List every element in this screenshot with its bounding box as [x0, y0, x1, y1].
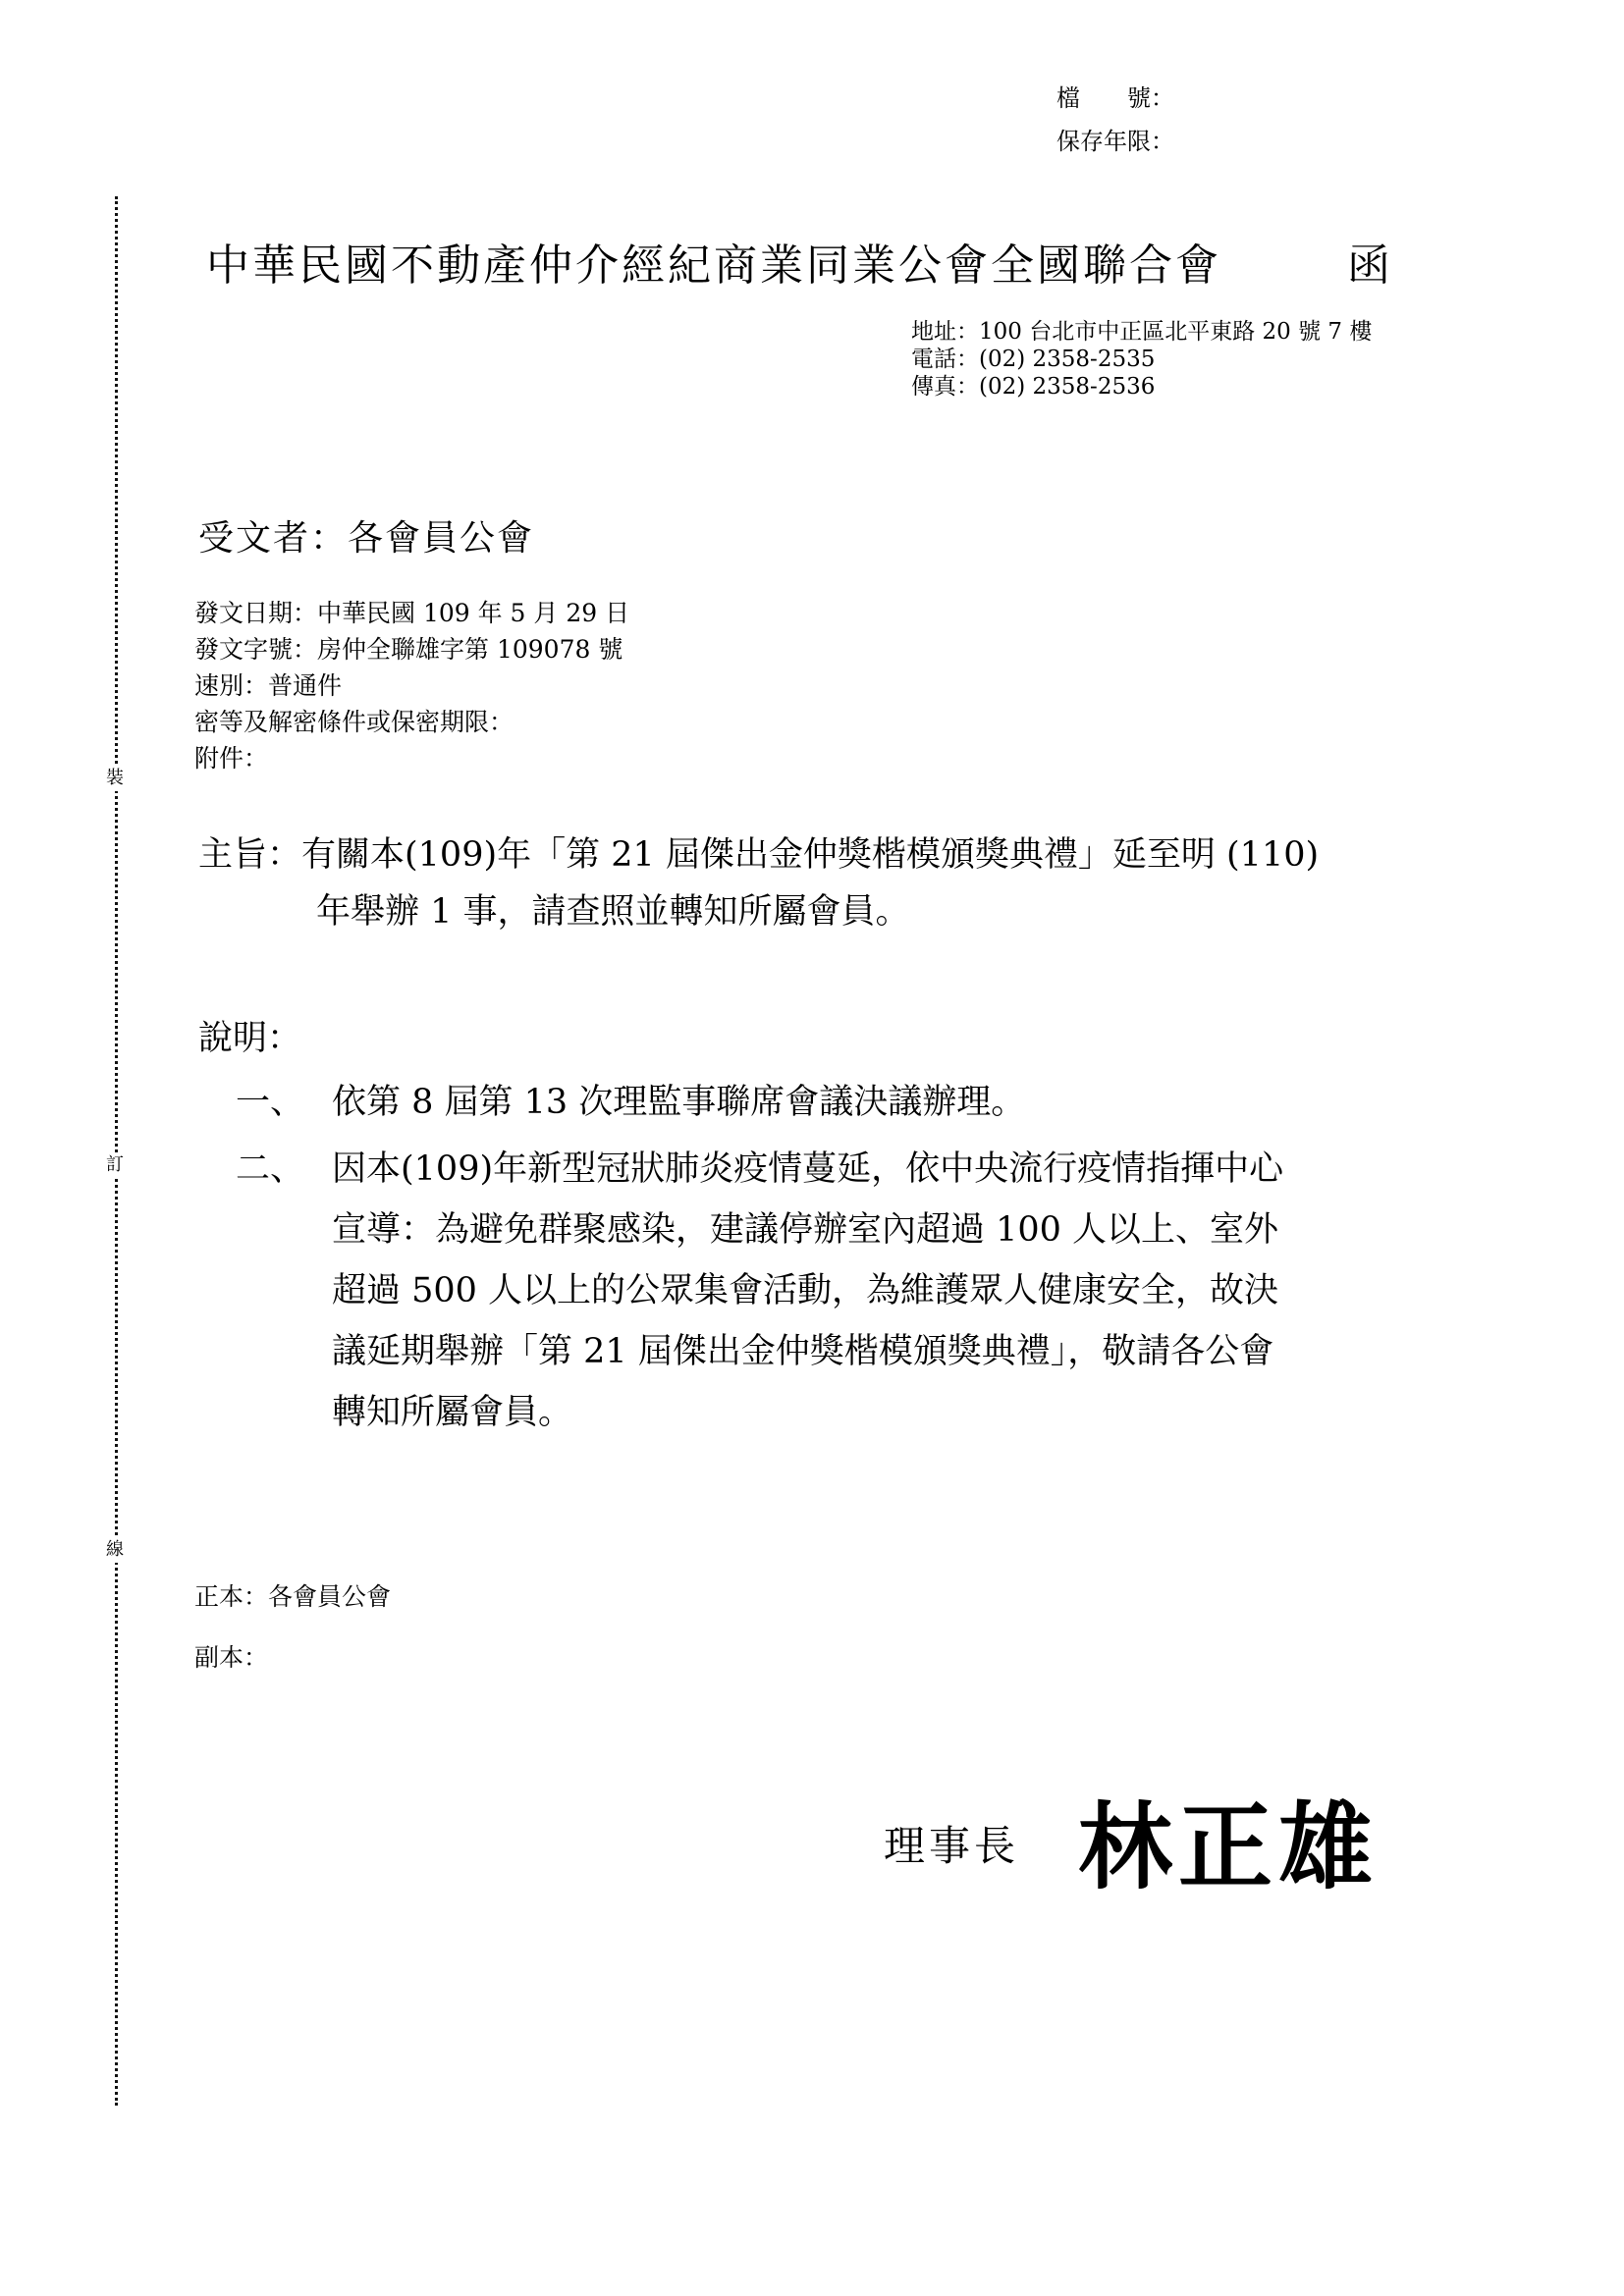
- organization-name: 中華民國不動產仲介經紀商業同業公會全國聯合會: [206, 240, 1221, 291]
- document-meta: [194, 595, 629, 776]
- subject-line-2: 年舉辦 1 事，請查照並轉知所屬會員。: [316, 892, 910, 932]
- explanation-item-2-line-2: 宣導：為避免群聚感染，建議停辦室內超過 100 人以上、室外: [332, 1210, 1279, 1250]
- issue-date: 發文日期：中華民國 109 年 5 月 29 日: [194, 599, 630, 627]
- binding-char-3: 線: [102, 1537, 128, 1563]
- explanation-item-2-line-4: 議延期舉辦「第 21 屆傑出金仲獎楷模頒獎典禮」，敬請各公會: [332, 1332, 1274, 1371]
- address: 地址：100 台北市中正區北平東路 20 號 7 樓: [911, 319, 1373, 345]
- signatory-name-stamp: 林正雄: [1078, 1792, 1379, 1902]
- phone: 電話：(02) 2358-2535: [911, 347, 1156, 372]
- explanation-item-2-line-5: 轉知所屬會員。: [332, 1393, 573, 1432]
- explanation-item-1-number: 一、: [236, 1083, 305, 1122]
- fax: 傳真：(02) 2358-2536: [911, 374, 1156, 400]
- explanation-item-2-line-1: 因本(109)年新型冠狀肺炎疫情蔓延，依中央流行疫情指揮中心: [332, 1149, 1284, 1189]
- contact-block: [911, 318, 1372, 400]
- binding-char-2: 訂: [102, 1152, 128, 1178]
- explanation-item-1-line-1: 依第 8 屆第 13 次理監事聯席會議決議辦理。: [332, 1083, 1026, 1122]
- document-type: 函: [1347, 240, 1390, 291]
- carbon-copy: 副本：: [194, 1643, 269, 1672]
- reference-number: 發文字號：房仲全聯雄字第 109078 號: [194, 635, 623, 664]
- speed-class: 速別：普通件: [194, 671, 343, 700]
- filing-info: [1056, 77, 1174, 163]
- explanation-item-2-number: 二、: [236, 1149, 305, 1189]
- file-number-label: 檔 號：: [1056, 84, 1174, 112]
- explanation-heading: 說明：: [198, 1019, 302, 1058]
- original-recipient: 正本：各會員公會: [194, 1582, 392, 1611]
- binding-line: [115, 196, 118, 2106]
- attachments: 附件：: [194, 744, 269, 773]
- binding-char-1: 裝: [102, 766, 128, 791]
- explanation-item-2-line-3: 超過 500 人以上的公眾集會活動，為維護眾人健康安全，故決: [332, 1271, 1279, 1310]
- subject-line-1: 主旨：有關本(109)年「第 21 屆傑出金仲獎楷模頒獎典禮」延至明 (110): [198, 835, 1320, 875]
- signatory-title: 理事長: [884, 1822, 1020, 1870]
- retention-label: 保存年限：: [1056, 128, 1174, 155]
- secrecy-level: 密等及解密條件或保密期限：: [194, 708, 514, 736]
- recipient: 受文者：各會員公會: [198, 518, 535, 559]
